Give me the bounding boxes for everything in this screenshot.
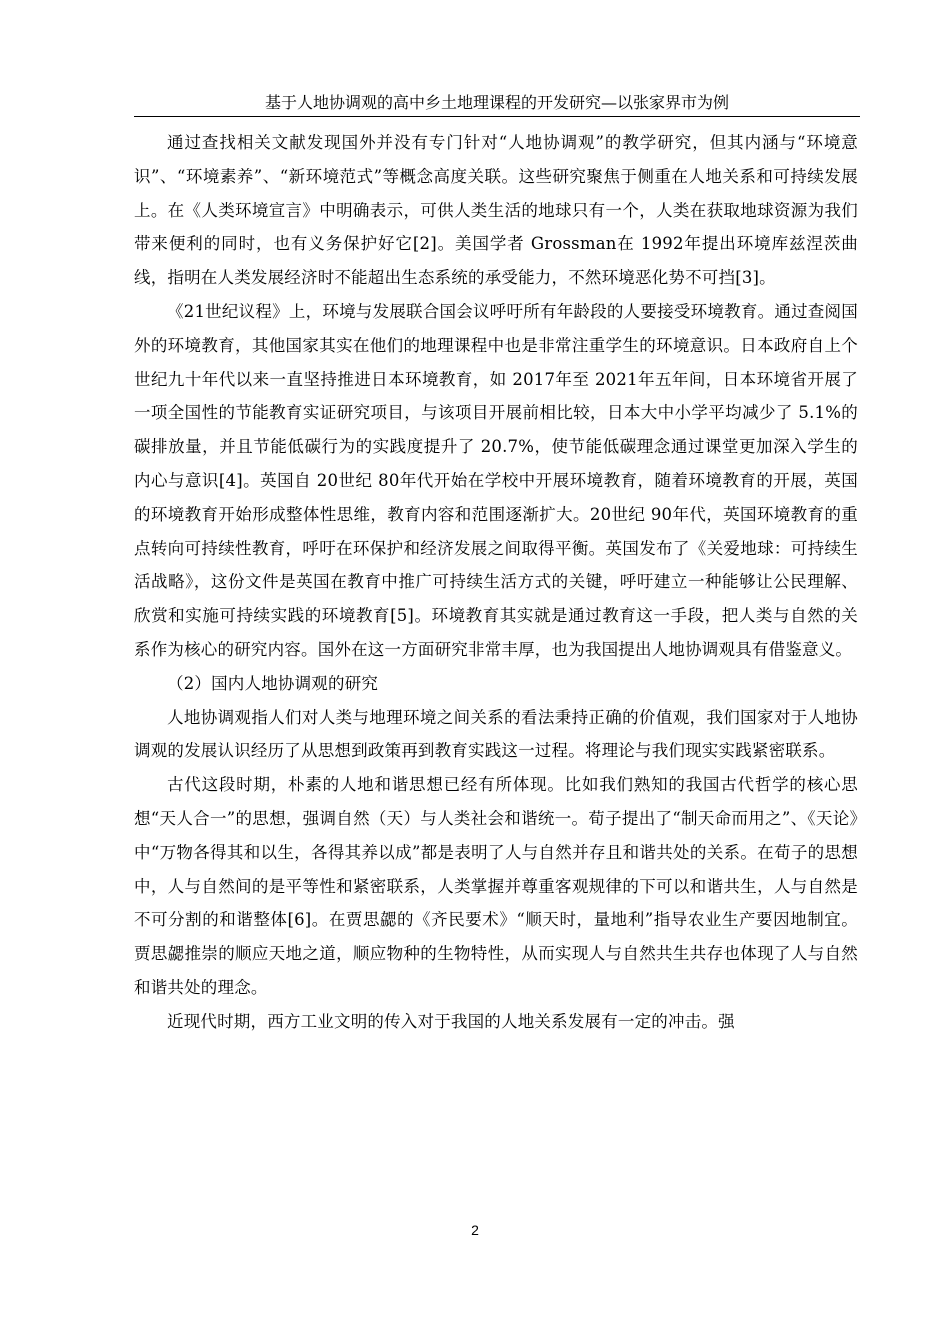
paragraph-definition: 人地协调观指人们对人类与地理环境之间关系的看法秉持正确的价值观，我们国家对于人地协调观的发展认识经历了从思想到政策再到教育实践这一过程。将理论与我们现实实践紧密联系。 (134, 707, 858, 761)
paragraph-environmental-education: 《21世纪议程》上，环境与发展联合国会议呼吁所有年龄段的人要接受环境教育。通过查阅国外的环境教育，其他国家其实在他们的地理课程中也是非常注重学生的环境意识。日本政府自上个世纪九十年代以来一直坚持推进日本环境教育，如 2017年至 2021年五年间，日本环境省开展了一项全国性的节能教育实证研究项目，与该项目开展前相比较，日本大中小学平均减少了 5.1%的碳排放量，并且节能低碳行为的实践度提升了 20.7%，使节能低碳理念通过课堂更加深入学生的内心与意识[4]。英国自 20世纪 80年代开始在学校中开展环境教育，随着环境教育的开展，英国的环境教育开始形成整体性思维，教育内容和范围逐渐扩大。20世纪 90年代，英国环境教育的重点转向可持续性教育，呼吁在环保护和经济发展之间取得平衡。英国发布了《关爱地球：可持续生活战略》，这份文件是英国在教育中推广可持续生活方式的关键，呼吁建立一种能够让公民理解、欣赏和实施可持续实践的环境教育[5]。环境教育其实就是通过教育这一手段，把人类与自然的关系作为核心的研究内容。国外在这一方面研究非常丰厚，也为我国提出人地协调观具有借鉴意义。 (134, 301, 858, 659)
running-header (134, 92, 860, 117)
paragraph-foreign-research: 通过查找相关文献发现国外并没有专门针对“人地协调观”的教学研究，但其内涵与“环境意识”、“环境素养”、“新环境范式”等概念高度关联。这些研究聚焦于侧重在人地关系和可持续发展上。在《人类环境宣言》中明确表示，可供人类生活的地球只有一个，人类在获取地球资源为我们带来便利的同时，也有义务保护好它[2]。美国学者 Grossman在 1992年提出环境库兹涅茨曲线，指明在人类发展经济时不能超出生态系统的承受能力，不然环境恶化势不可挡[3]。 (134, 133, 858, 288)
body-text (134, 126, 858, 1039)
section-heading-domestic-research: （2）国内人地协调观的研究 (167, 673, 379, 693)
paragraph-modern-period: 近现代时期，西方工业文明的传入对于我国的人地关系发展有一定的冲击。强 (167, 1011, 735, 1031)
paragraph-ancient-period: 古代这段时期，朴素的人地和谐思想已经有所体现。比如我们熟知的我国古代哲学的核心思想“天人合一”的思想，强调自然（天）与人类社会和谐统一。荀子提出了“制天命而用之”、《天论》中“万物各得其和以生，各得其养以成”都是表明了人与自然并存且和谐共处的关系。在荀子的思想中，人与自然间的是平等性和紧密联系，人类掌握并尊重客观规律的下可以和谐共生，人与自然是不可分割的和谐整体[6]。在贾思勰的《齐民要术》“顺天时，量地利”指导农业生产要因地制宜。贾思勰推崇的顺应天地之道，顺应物种的生物特性，从而实现人与自然共生共存也体现了人与自然和谐共处的理念。 (134, 775, 858, 997)
running-header-title: 基于人地协调观的高中乡土地理课程的开发研究—以张家界市为例 (264, 93, 729, 112)
page-number: 2 (471, 1222, 479, 1238)
